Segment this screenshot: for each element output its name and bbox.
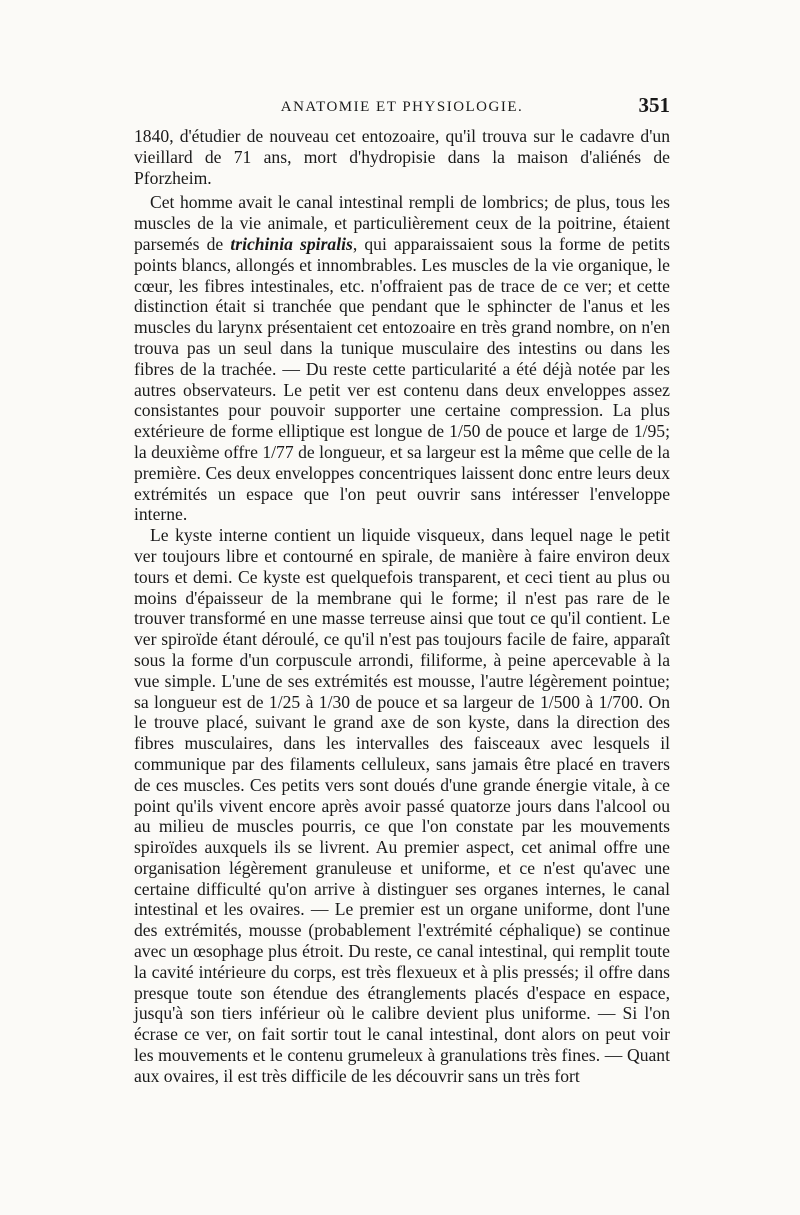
species-name: trichinia spiralis <box>230 233 353 254</box>
paragraph-1: 1840, d'étudier de nouveau cet entozoaire, qu'il trouva sur le cadavre d'un vieillard de 71 ans, mort d'hydropisie dans la maison d'aliénés de Pforzheim. <box>134 126 670 188</box>
running-title: ANATOMIE ET PHYSIOLOGIE. <box>280 99 524 115</box>
paragraph-2-rest: , qui apparaissaient sous la forme de petits points blancs, allongés et innombrables. Les muscles de la vie organique, le cœur, les fibres intestinales, etc. n'offraient pas de trace de ce ver; et cette distinction était si tranchée que pendant que le sphincter de l'anus et les muscles du larynx présentaient cet entozoaire en très grand nombre, on n'en trouva pas un seul dans la tunique musculaire des intestins ou dans les fibres de la trachée. — Du reste cette particularité a été déjà notée par les autres observateurs. Le petit ver est contenu dans deux enveloppes assez consistantes pour pouvoir supporter une certaine compression. La plus extérieure de forme elliptique est longue de 1/50 de pouce et large de 1/95; la deuxième offre 1/77 de longueur, et sa largeur est la même que celle de la première. Ces deux enveloppes concentriques laissent donc entre leurs deux extrémités un espace que l'on peut ouvrir sans intéresser l'enveloppe interne. <box>134 233 670 525</box>
paragraph-3: Le kyste interne contient un liquide visqueux, dans lequel nage le petit ver toujours libre et contourné en spirale, de manière à faire environ deux tours et demi. Ce kyste est quelquefois transparent, et ceci tient au plus ou moins d'épaisseur de la membrane qui le forme; il n'est pas rare de le trouver transformé en une masse terreuse ainsi que tout ce qu'il contient. Le ver spiroïde étant déroulé, ce qu'il n'est pas toujours facile de faire, apparaît sous la forme d'un corpuscule arrondi, filiforme, à peine apercevable à la vue simple. L'une de ses extrémités est mousse, l'autre légèrement pointue; sa longueur est de 1/25 à 1/30 de pouce et sa largeur de 1/500 à 1/700. On le trouve placé, suivant le grand axe de son kyste, dans la direction des fibres musculaires, dans les intervalles des faisceaux avec lesquels il communique par des filaments celluleux, sans jamais être placé en travers de ces muscles. Ces petits vers sont doués d'une grande énergie vitale, à ce point qu'ils vivent encore après avoir passé quatorze jours dans l'alcool ou au milieu de muscles pourris, ce que l'on constate par les mouvements spiroïdes auxquels ils se livrent. Au premier aspect, cet animal offre une organisation légèrement granuleuse et uniforme, et ce n'est qu'avec une certaine difficulté qu'on arrive à distinguer ses organes internes, le canal intestinal et les ovaires. — Le premier est un organe uniforme, dont l'une des extrémités, mousse (probablement l'extrémité céphalique) se continue avec un œsophage plus étroit. Du reste, ce canal intestinal, qui remplit toute la cavité intérieure du corps, est très flexueux et à plis pressés; il offre dans presque toute son étendue des étranglements placés d'espace en espace, jusqu'à son tiers inférieur où le calibre devient plus uniforme. — Si l'on écrase ce ver, on fait sortir tout le canal intestinal, dont alors on peut voir les mouvements et le contenu grumeleux à granulations très fines. — Quant aux ovaires, il est très difficile de les découvrir sans un très fort <box>134 525 670 1086</box>
page-number: 351 <box>638 93 670 117</box>
body-text <box>134 126 670 1087</box>
paragraph-2-start: Cet homme avait le canal intestinal rempli de lombrics; de plus, tous les muscles de la vie animale, et particulièrement ceux de la poitrine, étaient parsemés de <box>134 192 670 254</box>
paragraph-2 <box>134 192 670 525</box>
running-head <box>134 93 670 118</box>
